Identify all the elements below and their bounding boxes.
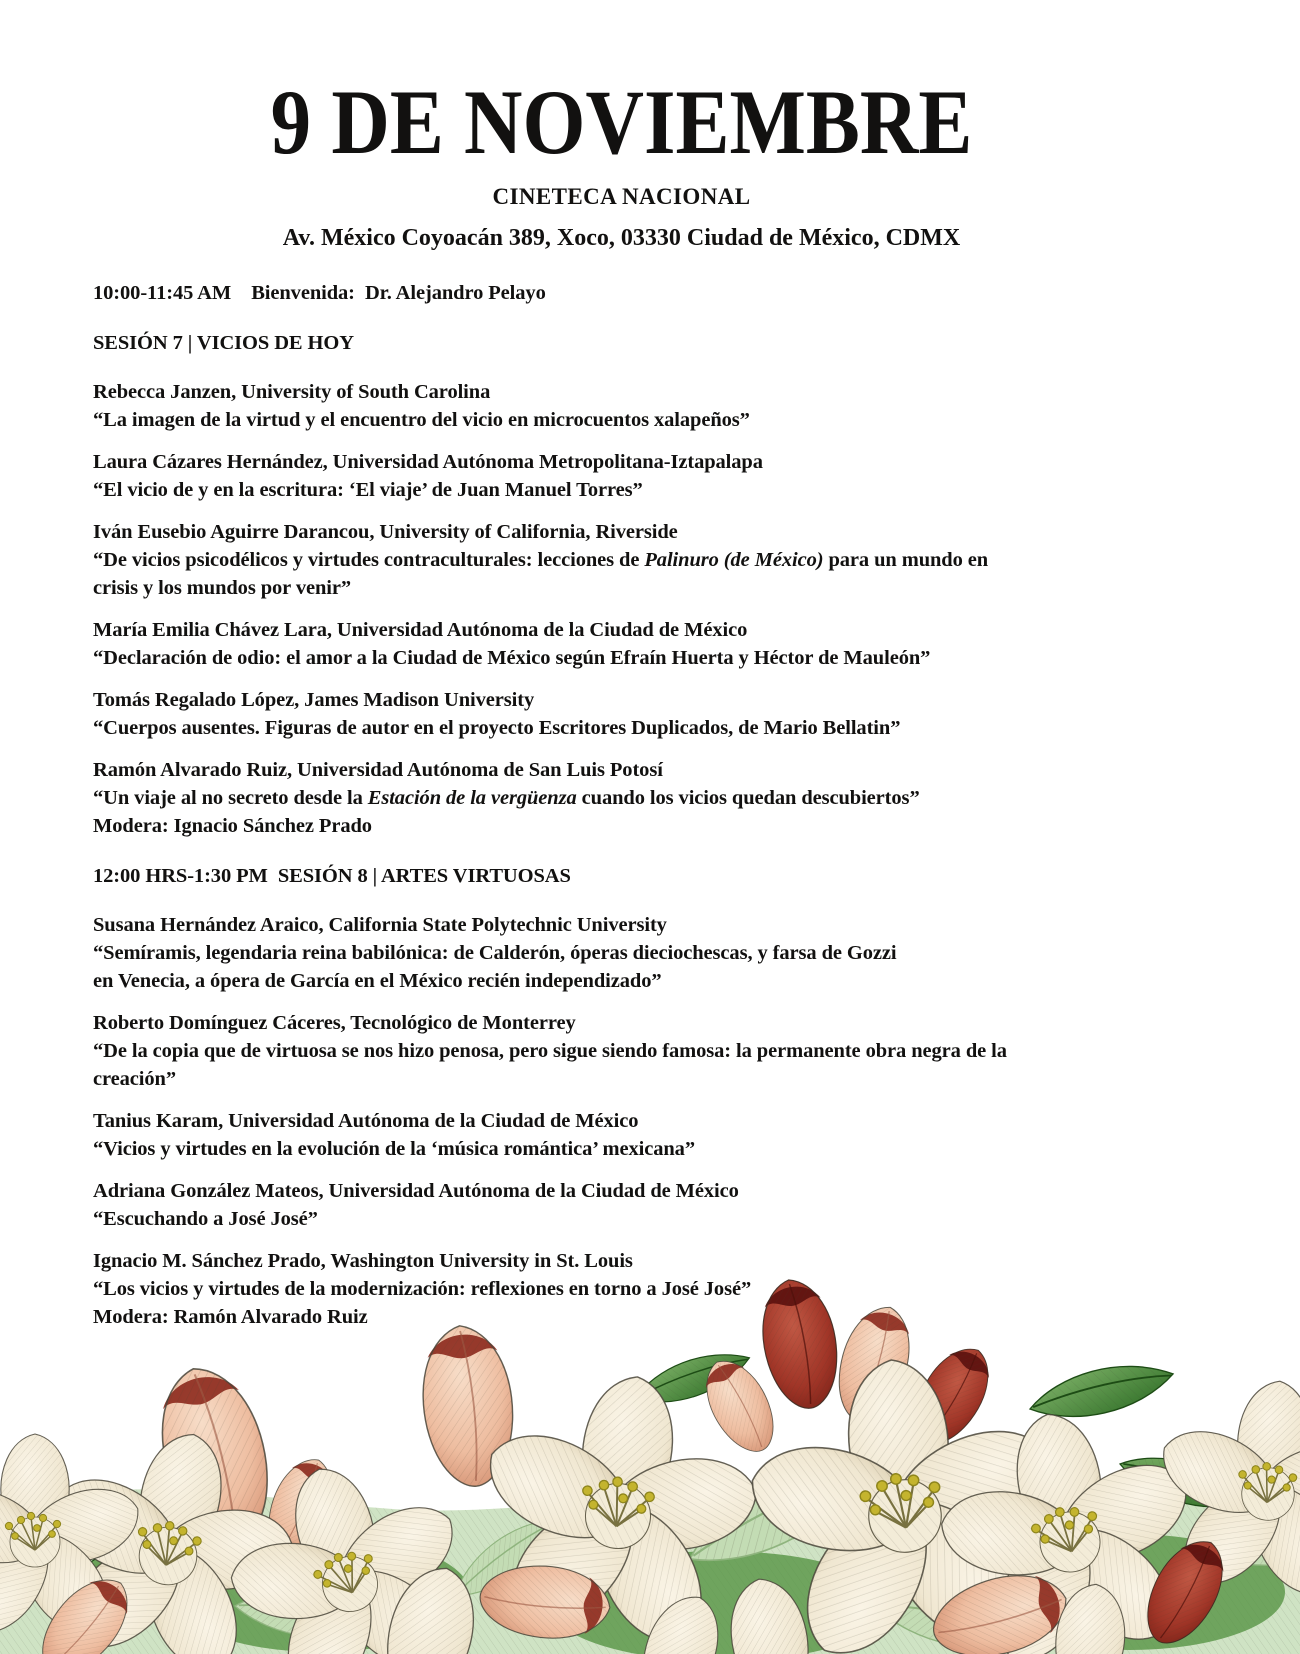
talk-tanius-karam: [93, 1107, 1150, 1163]
title-text: “De vicios psicodélicos y virtudes contraculturales: lecciones de: [93, 549, 645, 571]
session-moderator: Modera: Ignacio Sánchez Prado: [93, 815, 372, 837]
talk-title: “Cuerpos ausentes. Figuras de autor en el proyecto Escritores Duplicados, de Mario Bellatin”: [93, 717, 901, 739]
talk-speaker: Ignacio M. Sánchez Prado, Washington University in St. Louis: [93, 1250, 633, 1272]
talk-title: [93, 784, 1150, 812]
title-text: cuando los vicios quedan descubiertos”: [576, 787, 920, 809]
talk-title: [93, 546, 1150, 574]
talk-title: “Declaración de odio: el amor a la Ciudad de México según Efraín Huerta y Héctor de Mauleón”: [93, 647, 931, 669]
talk-title-continued: creación”: [93, 1068, 176, 1090]
talk-speaker: María Emilia Chávez Lara, Universidad Autónoma de la Ciudad de México: [93, 619, 748, 641]
session-moderator: Modera: Ramón Alvarado Ruiz: [93, 1306, 368, 1328]
session-7-heading: SESIÓN 7 | VICIOS DE HOY: [93, 332, 354, 354]
talk-speaker: Tomás Regalado López, James Madison University: [93, 689, 535, 711]
talk-adriana-gonzalez: [93, 1177, 1150, 1233]
talk-rebecca-janzen: [93, 378, 1150, 434]
talk-speaker: Susana Hernández Araico, California State Polytechnic University: [93, 914, 667, 936]
event-date-title: 9 DE NOVIEMBRE: [270, 71, 973, 173]
title-italic-work: Estación de la vergüenza: [367, 787, 577, 809]
talk-title: “El vicio de y en la escritura: ‘El viaje’ de Juan Manuel Torres”: [93, 479, 643, 501]
talk-speaker: Laura Cázares Hernández, Universidad Autónoma Metropolitana-Iztapalapa: [93, 451, 763, 473]
venue-name: CINETECA NACIONAL: [492, 184, 751, 209]
talk-title: “De la copia que de virtuosa se nos hizo penosa, pero sigue siendo famosa: la permanente obra negra de la: [93, 1040, 1007, 1062]
talk-title: “Escuchando a José José”: [93, 1208, 318, 1230]
talk-ivan-aguirre: [93, 518, 1150, 602]
talk-speaker: Iván Eusebio Aguirre Darancou, University of California, Riverside: [93, 521, 678, 543]
venue-address: Av. México Coyoacán 389, Xoco, 03330 Ciudad de México, CDMX: [282, 225, 961, 251]
program-header: [93, 71, 1150, 252]
talk-laura-cazares: [93, 448, 1150, 504]
talk-title-continued: en Venecia, a ópera de García en el México recién independizado”: [93, 970, 662, 992]
title-text: “Un viaje al no secreto desde la: [93, 787, 368, 809]
talk-speaker: Adriana González Mateos, Universidad Autónoma de la Ciudad de México: [93, 1180, 739, 1202]
talk-tomas-regalado: [93, 686, 1150, 742]
talk-speaker: Roberto Domínguez Cáceres, Tecnológico de Monterrey: [93, 1012, 576, 1034]
talk-speaker: Tanius Karam, Universidad Autónoma de la Ciudad de México: [93, 1110, 639, 1132]
talk-title: “Semíramis, legendaria reina babilónica: de Calderón, óperas dieciochescas, y farsa de Gozzi: [93, 942, 897, 964]
talk-speaker: Rebecca Janzen, University of South Carolina: [93, 381, 491, 403]
talk-ramon-alvarado: [93, 756, 1150, 840]
title-text: para un mundo en: [823, 549, 989, 571]
talk-susana-hernandez: [93, 911, 1150, 995]
talk-title: “Los vicios y virtudes de la modernización: reflexiones en torno a José José”: [93, 1278, 752, 1300]
talk-roberto-dominguez: [93, 1009, 1150, 1093]
talk-ignacio-sanchez: [93, 1247, 1150, 1331]
title-italic-work: Palinuro (de México): [644, 549, 824, 571]
talk-speaker: Ramón Alvarado Ruiz, Universidad Autónoma de San Luis Potosí: [93, 759, 663, 781]
session-8-heading: 12:00 HRS-1:30 PM SESIÓN 8 | ARTES VIRTUOSAS: [93, 865, 571, 887]
talk-title-continued: crisis y los mundos por venir”: [93, 577, 352, 599]
talk-title: “Vicios y virtudes en la evolución de la ‘música romántica’ mexicana”: [93, 1138, 695, 1160]
welcome-line: 10:00-11:45 AM Bienvenida: Dr. Alejandro Pelayo: [93, 282, 546, 304]
talk-maria-chavez: [93, 616, 1150, 672]
talk-title: “La imagen de la virtud y el encuentro del vicio en microcuentos xalapeños”: [93, 409, 750, 431]
program-body: [93, 279, 1150, 1331]
